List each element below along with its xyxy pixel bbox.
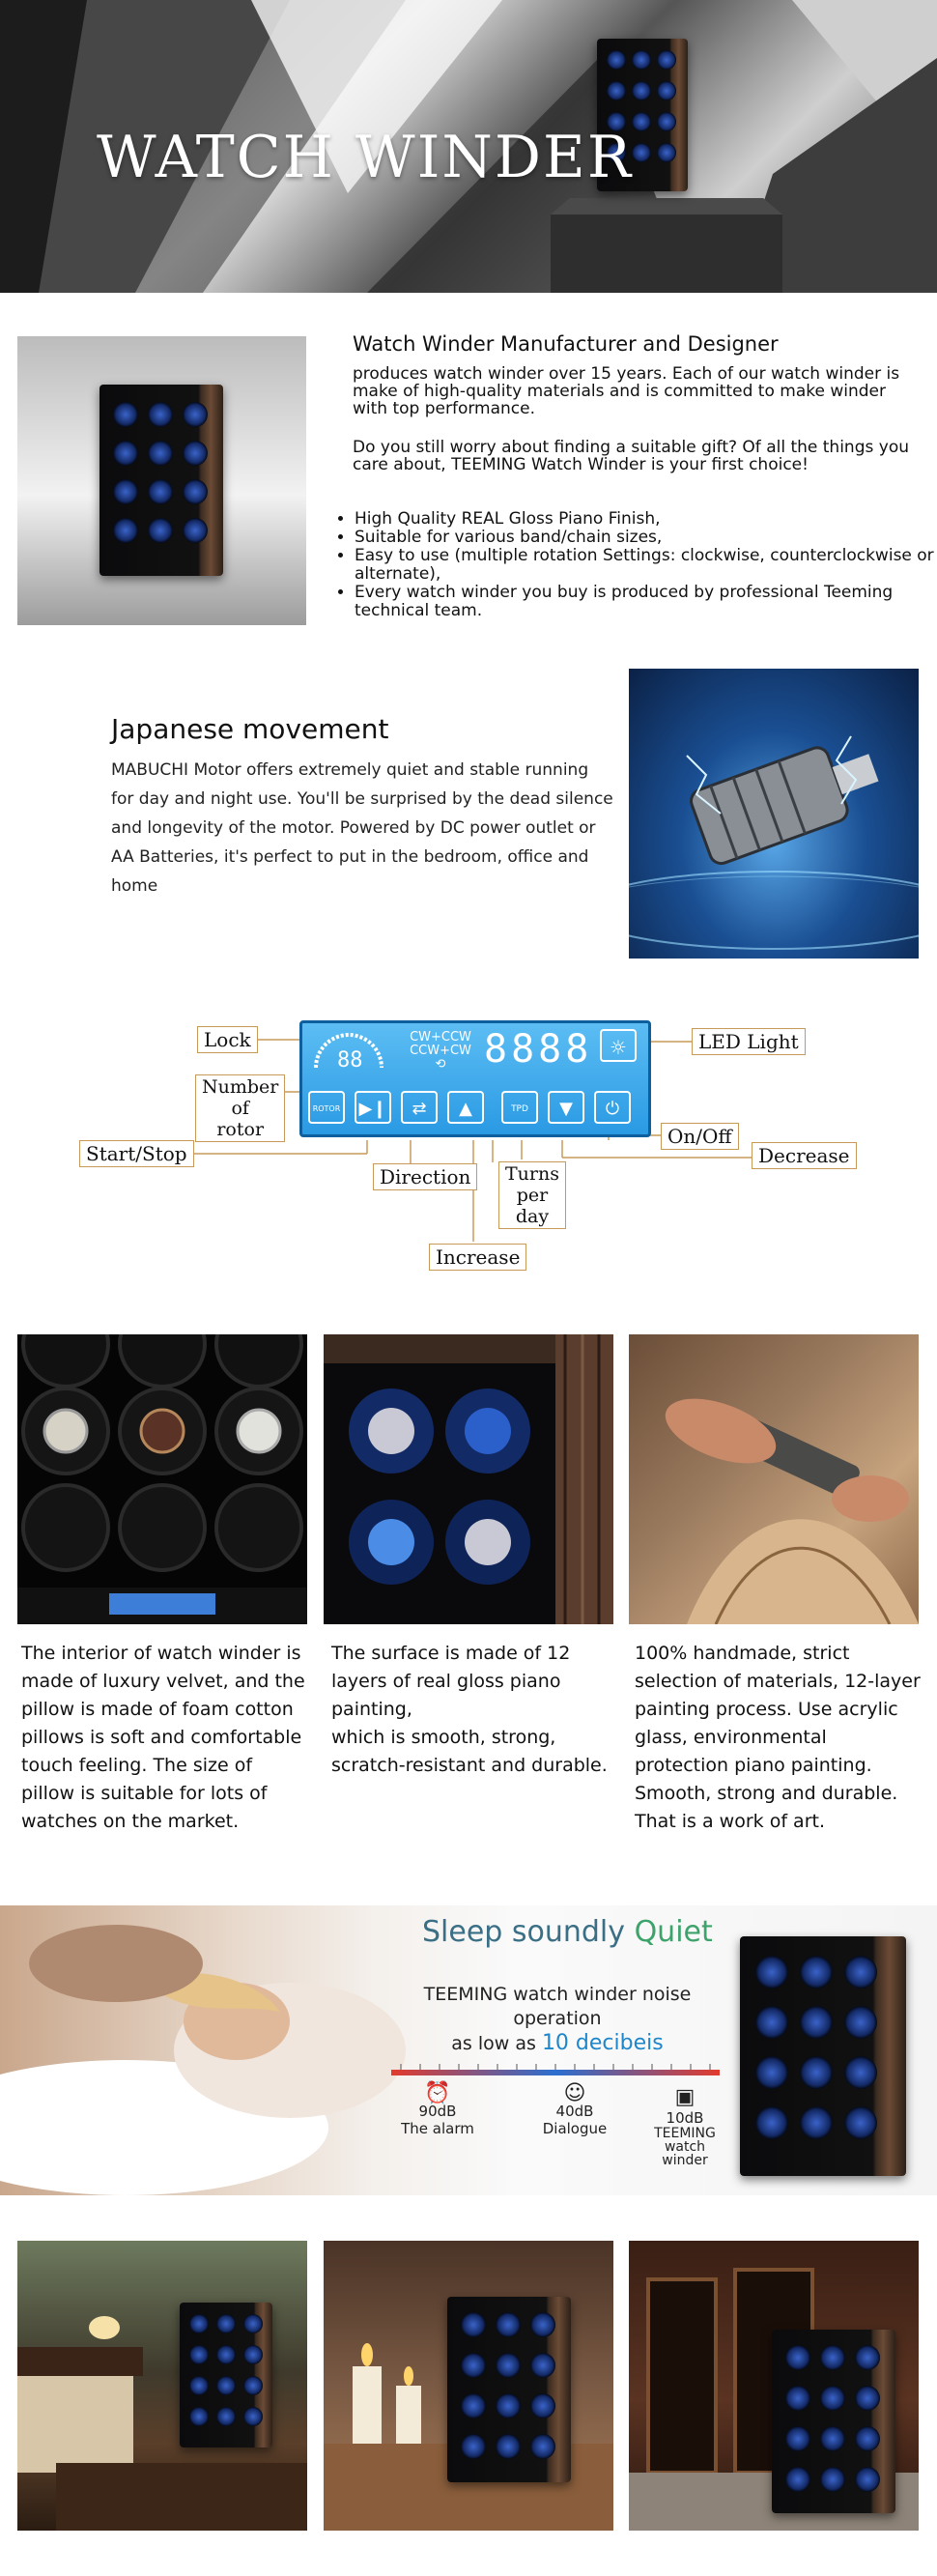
decibel-mark-alarm [394,2081,481,2137]
title-segment: Sleep soundly [422,1915,635,1949]
decrease-button[interactable] [548,1091,584,1124]
decibel-label: Dialogue [542,2120,608,2137]
list-item: • Suitable for various band/chain sizes, [355,529,937,547]
movement-title: Japanese movement [111,713,389,745]
label-number-of-rotor [195,1074,285,1142]
candle-photo [324,2241,613,2531]
interior-photo [17,1334,307,1624]
text-highlight: 100% handmade, [635,1643,798,1664]
list-item: • Every watch winder you buy is produced by professional Teeming technical team. [355,584,937,620]
surface-photo [324,1334,613,1624]
label-line: rotor [216,1119,265,1140]
direction-button[interactable] [401,1091,438,1124]
dialogue-icon: ☺ [563,2081,586,2105]
text-highlight: 12 layers of real gloss piano painting [331,1643,571,1720]
label-on-off: On/Off [661,1123,739,1150]
counter-display: 8888 [484,1027,593,1072]
label-increase: Increase [429,1244,526,1271]
label-start-stop: Start/Stop [79,1140,194,1167]
surface-description [331,1640,621,1780]
motor-image [629,669,919,959]
decibel-label: The alarm [401,2120,474,2137]
handmade-photo [629,1334,919,1624]
text-segment: strict selection of materials, 12-layer painting process. Use acrylic glass, environmental protection piano painting. Smooth, strong and durable. That is a work of art. [635,1643,921,1832]
play-pause-icon: ▶❙ [358,1099,387,1119]
quiet-banner [0,1905,937,2195]
alarm-clock-icon: ⏰ [424,2081,451,2105]
text-segment: , which is smooth, strong, scratch-resistant and durable. [331,1699,608,1776]
section-title: Watch Winder Manufacturer and Designer [353,332,779,356]
feature-list [333,510,937,620]
label-line: of [231,1098,249,1119]
decibel-value: 90dB [418,2103,457,2120]
decibel-mark-teeming [641,2085,728,2167]
text-segment: , and the pillow is made of foam cotton pillows is soft and comfortable touch feeling. The size of pillow is suitable for lots of watches on the market. [21,1671,305,1832]
title-highlight: Quiet [634,1915,713,1949]
noise-text [379,1983,736,2056]
quiet-title [422,1915,713,1949]
decibel-label: TEEMING watch winder [654,2126,716,2168]
rotate-icon: ⟲ [435,1057,446,1072]
bedroom-photo [17,2241,307,2531]
list-item: • Easy to use (multiple rotation Settings: clockwise, counterclockwise or alternate), [355,547,937,584]
label-turns-per-day [498,1161,566,1229]
list-item: • High Quality REAL Gloss Piano Finish, [355,510,937,529]
label-line: Number [202,1076,279,1098]
decibel-value: 40dB [555,2103,594,2120]
decibel-mark-dialogue [531,2081,618,2137]
down-arrow-icon: ▼ [559,1099,573,1119]
decibel-value: 10dB [666,2109,704,2127]
rotor-button[interactable]: ROTOR [308,1091,345,1124]
label-direction: Direction [373,1163,477,1190]
noise-line-1: TEEMING watch winder noise operation [423,1984,692,2029]
intro-paragraph: produces watch winder over 15 years. Each of our watch winder is make of high-quality materials and is committed to make winder with top performance. [353,364,900,418]
label-line: Turns [505,1163,559,1185]
hero-banner [0,0,937,293]
label-decrease: Decrease [752,1142,857,1169]
label-lock: Lock [197,1026,258,1053]
text-highlight: luxury velvet [102,1671,223,1692]
interior-description [21,1640,311,1836]
on-off-button[interactable] [594,1091,631,1124]
label-line: day [515,1206,550,1227]
label-led-light: LED Light [692,1028,806,1055]
watch-box-icon: ▣ [674,2085,696,2109]
handmade-description [635,1640,924,1836]
rotor-count-display: 88 [337,1048,363,1073]
increase-button[interactable] [447,1091,484,1124]
tpd-button[interactable]: TPD [501,1091,538,1124]
sun-icon: ☼ [610,1036,627,1059]
hero-title: WATCH WINDER [97,124,634,191]
sleeping-woman-image [0,1905,406,2195]
text-highlight: 10 decibeis [541,2031,664,2055]
swap-icon: ⇄ [412,1099,427,1119]
text-segment: The interior of watch winder is made of [21,1643,301,1692]
gift-paragraph: Do you still worry about finding a suitable gift? Of all the things you care about, TEEMING Watch Winder is your first choice! [353,438,909,474]
text-segment: as low as [451,2033,542,2054]
power-icon: ⏻ [605,1099,620,1119]
study-room-photo [629,2241,919,2531]
watch-winder-image [740,1936,906,2176]
movement-text: MABUCHI Motor offers extremely quiet and stable running for day and night use. You'll be surprised by the dead silence and longevity of the motor. Powered by DC power outlet or AA Batteries, it's perfect to put in the bedroom, office and home [111,760,613,896]
start-stop-button[interactable] [355,1091,391,1124]
up-arrow-icon: ▲ [459,1099,472,1119]
mode-display [404,1031,477,1072]
mode-line-2: CCW+CW [410,1044,471,1058]
label-line: per [516,1185,549,1206]
led-light-button[interactable] [600,1029,637,1062]
noise-line-2 [379,2031,736,2056]
product-photo-studio [17,336,306,625]
mode-line-1: CW+CCW [410,1030,471,1045]
text-segment: The surface is made of [331,1643,548,1664]
control-panel [299,1020,651,1137]
